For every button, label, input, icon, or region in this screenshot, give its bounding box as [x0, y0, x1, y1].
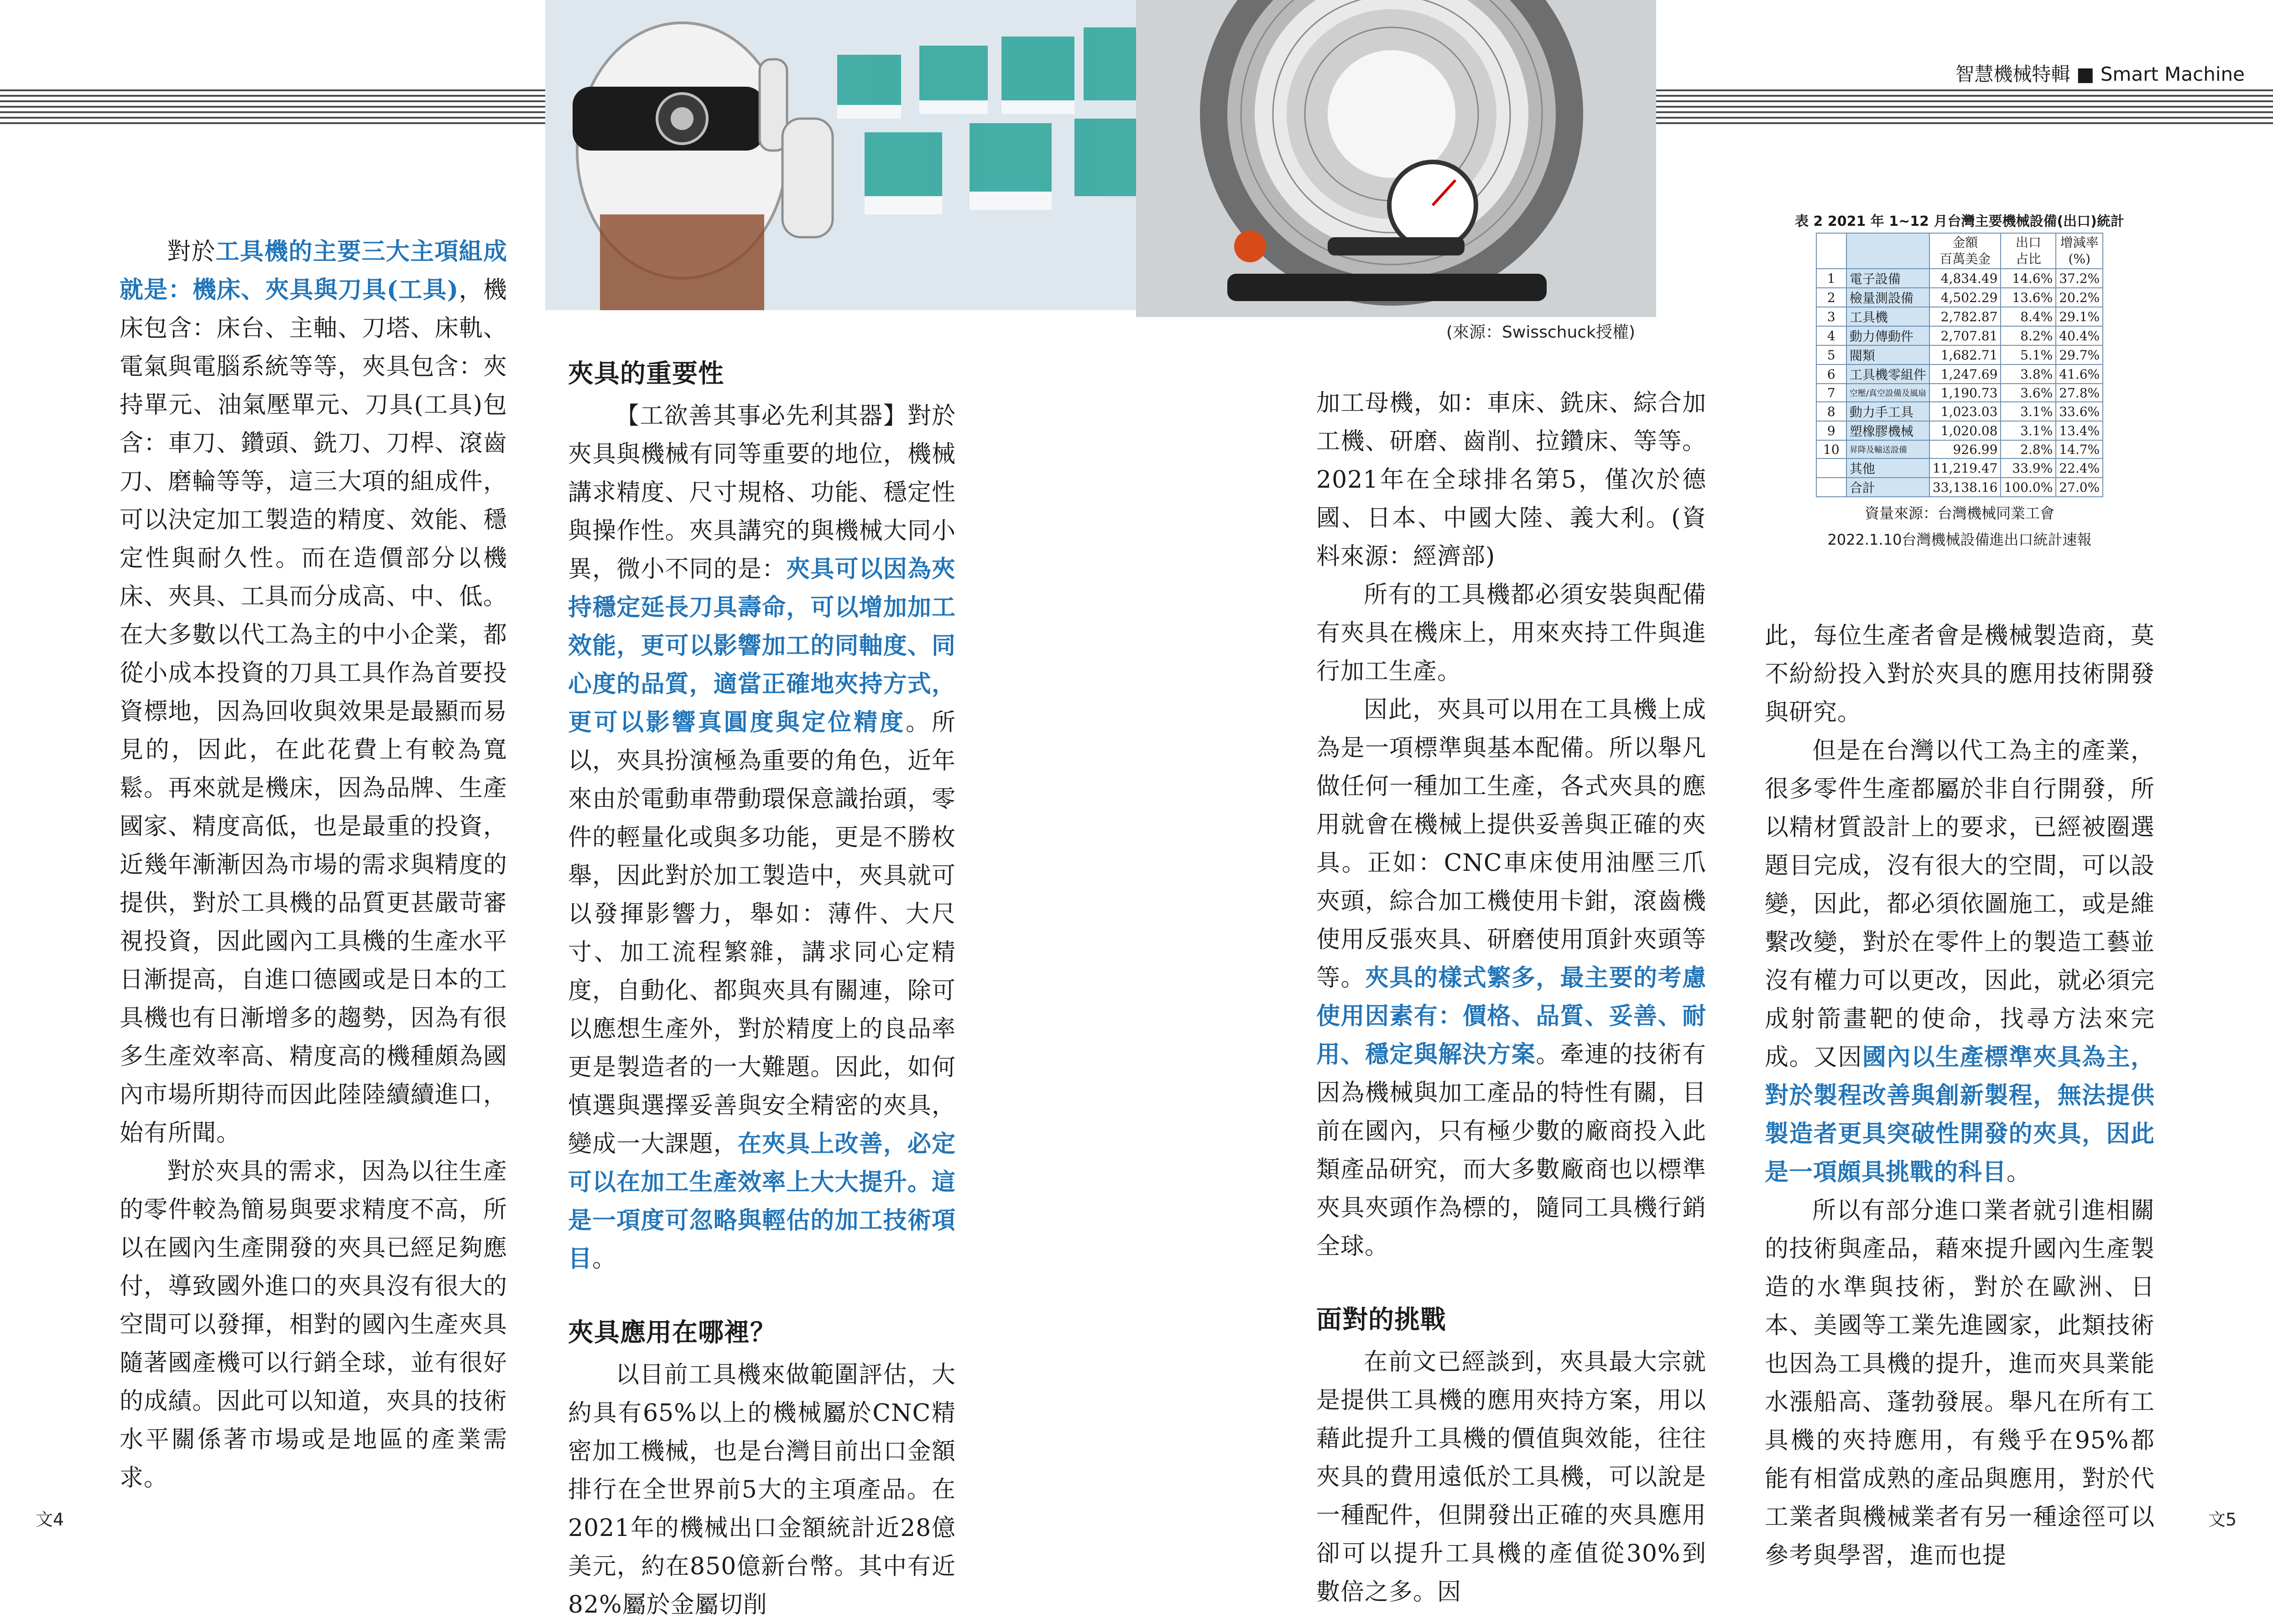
- section-heading-application: 夾具應用在哪裡？: [568, 1318, 776, 1348]
- table-row: 3 工具機 2,782.87 8.4% 29.1%: [1816, 307, 2103, 326]
- header-amount: 金額 百萬美金: [1929, 233, 2001, 269]
- table-row: 5 閥類 1,682.71 5.1% 29.7%: [1816, 345, 2103, 364]
- chuck-caption: (來源：Swisschuck授權): [1446, 323, 1635, 342]
- column-2: [568, 351, 956, 1624]
- column-3: [1316, 384, 1706, 1611]
- section-heading-importance: 夾具的重要性: [568, 359, 724, 389]
- col4-paragraph-2: 所以有部分進口業者就引進相關的技術與產品，藉來提升國內生產製造的水準與技術，對於在歐洲、日本、美國等工業先進國家，此類技術也因為工具機的提升，進而夾具業能水漲船高、蓬勃發展。舉凡在所有工具機的夾持應用，有幾乎在95%都能有相當成熟的產品與應用，對於代工業者與機械業者有另一種途徑可以參考與學習，進而也提: [1765, 1197, 2155, 1569]
- page-number-left: 文4: [36, 1509, 64, 1530]
- col2-paragraph-2: 以目前工具機來做範圍評估，大約具有65%以上的機械屬於CNC精密加工機械，也是台灣目前出口金額排行在全世界前5大的主項產品。在2021年的機械出口金額統計近28億美元，約在850億新台幣。其中有近82%屬於金屬切削: [568, 1361, 956, 1619]
- running-head: 智慧機械特輯 ■ Smart Machine: [1955, 63, 2245, 85]
- table-row: 6 工具機零組件 1,247.69 3.8% 41.6%: [1816, 364, 2103, 384]
- robot-image: [545, 0, 1136, 310]
- header-stripes-middle: [1656, 89, 2273, 124]
- table-row: 1 電子設備 4,834.49 14.6% 37.2%: [1816, 269, 2103, 288]
- col4-paragraph-1: 但是在台灣以代工為主的產業，很多零件生產都屬於非自行開發，所以精材質設計上的要求，已經被圈選題目完成，沒有很大的空間，可以設變，因此，都必須依圖施工，或是維繫改變，對於在零件上的製造工藝並沒有權力可以更改，因此，就必須完成射箭畫靶的使命，找尋方法來完成。又因國內以生產標準夾具為主，對於製程改善與創新製程，無法提供製造者更具突破性開發的夾具，因此是一項頗具挑戰的科目。: [1765, 737, 2155, 1186]
- column-4: [1765, 617, 2155, 1575]
- col4-paragraph-0: 此，每位生產者會是機械製造商，莫不紛紛投入對於夾具的應用技術開發與研究。: [1765, 622, 2155, 726]
- table-row: 4 動力傳動件 2,707.81 8.2% 40.4%: [1816, 326, 2103, 345]
- section-heading-challenges: 面對的挑戰: [1316, 1305, 1446, 1335]
- col3-paragraph-2: 因此，夾具可以用在工具機上成為是一項標準與基本配備。所以舉凡做任何一種加工生產，各式夾具的應用就會在機械上提供妥善與正確的夾具。正如：CNC車床使用油壓三爪夾頭，綜合加工機使用卡鉗，滾齒機使用反張夾具、研磨使用頂針夾頭等等。夾具的樣式繁多，最主要的考慮使用因素有：價格、品質、妥善、耐用、穩定與解決方案。牽連的技術有因為機械與加工產品的特性有關，目前在國內，只有極少數的廠商投入此類產品研究，而大多數廠商也以標準夾具夾頭作為標的，隨同工具機行銷全球。: [1316, 696, 1706, 1260]
- table-row: 10 昇降及輸送設備 926.99 2.8% 14.7%: [1816, 440, 2103, 458]
- table-row: 8 動力手工具 1,023.03 3.1% 33.6%: [1816, 402, 2103, 421]
- col2-paragraph-1: 【工欲善其事必先利其器】對於夾具與機械有同等重要的地位，機械講求精度、尺寸規格、功能、穩定性與操作性。夾具講究的與機械大同小異，微小不同的是：夾具可以因為夾持穩定延長刀具壽命，可以增加加工效能，更可以影響加工的同軸度、同心度的品質，適當正確地夾持方式，更可以影響真圓度與定位精度。所以，夾具扮演極為重要的角色，近年來由於電動車帶動環保意識抬頭，零件的輕量化或與多功能，更是不勝枚舉，因此對於加工製造中，夾具就可以發揮影響力，舉如：薄件、大尺寸、加工流程繁雜，講求同心定精度，自動化、都與夾具有關連，除可以應想生產外，對於精度上的良品率更是製造者的一大難題。因此，如何慎選與選擇妥善與安全精密的夾具，變成一大課題，在夾具上改善，必定可以在加工生產效率上大大提升。這是一項度可忽略與輕估的加工技術項目。: [568, 402, 956, 1273]
- table-header-row: [1816, 233, 2103, 269]
- chuck-gauge-icon: [1136, 0, 1656, 317]
- table-row: 7 空壓/真空設備及風扇 1,190.73 3.6% 27.8%: [1816, 384, 2103, 402]
- column-1: [120, 233, 507, 1497]
- col1-paragraph-1: 對於工具機的主要三大主項組成就是：機床、夾具與刀具(工具)，機床包含：床台、主軸、刀塔、床軌、電氣與電腦系統等等，夾具包含：夾持單元、油氣壓單元、刀具(工具)包含：車刀、鑽頭、銑刀、刀桿、滾齒刀、磨輪等等，這三大項的組成件，可以決定加工製造的精度、效能、穩定性與耐久性。而在造價部分以機床、夾具、工具而分成高、中、低。在大多數以代工為主的中小企業，都從小成本投資的刀具工具作為首要投資標地，因為回收與效果是最顯而易見的，因此，在此花費上有較為寬鬆。再來就是機床，因為品牌、生產國家、精度高低，也是最重的投資，近幾年漸漸因為市場的需求與精度的提供，對於工具機的品質更甚嚴苛審視投資，因此國內工具機的生產水平日漸提高，自進口德國或是日本的工具機也有日漸增多的趨勢，因為有很多生產效率高、精度高的機種頗為國內市場所期待而因此陸陸續續進口，始有所聞。: [120, 238, 507, 1147]
- header-stripes-left: [0, 89, 545, 124]
- chuck-image: [1136, 0, 1656, 317]
- export-stats-table: [1816, 233, 2103, 497]
- header-share: 出口 占比: [2001, 233, 2056, 269]
- header-growth: 增減率 (%): [2056, 233, 2103, 269]
- table-row-other: 其他 11,219.47 33.9% 22.4%: [1816, 458, 2103, 478]
- table-title: 表 2 2021 年 1~12 月台灣主要機械設備(出口)統計: [1795, 213, 2124, 229]
- table-source-line-2: 2022.1.10台灣機械設備進出口統計速報: [1827, 531, 2092, 548]
- page-number-right: 文5: [2208, 1509, 2237, 1530]
- table-source-line-1: 資量來源：台灣機械同業工會: [1864, 505, 2054, 522]
- robot-vr-icon: [545, 0, 1136, 310]
- col1-paragraph-2: 對於夾具的需求，因為以往生產的零件較為簡易與要求精度不高，所以在國內生產開發的夾具已經足夠應付，導致國外進口的夾具沒有很大的空間可以發揮，相對的國內生產夾具隨著國產機可以行銷全球，並有很好的成績。因此可以知道，夾具的技術水平關係著市場或是地區的產業需求。: [120, 1158, 507, 1492]
- col3-paragraph-0: 加工母機，如：車床、銑床、綜合加工機、研磨、齒削、拉鑽床、等等。2021年在全球排名第5，僅次於德國、日本、中國大陸、義大利。(資料來源：經濟部): [1316, 390, 1706, 570]
- col3-paragraph-1: 所有的工具機都必須安裝與配備有夾具在機床上，用來夾持工件與進行加工生產。: [1316, 581, 1706, 685]
- table-row: 9 塑橡膠機械 1,020.08 3.1% 13.4%: [1816, 421, 2103, 440]
- table-row-total: 合計 33,138.16 100.0% 27.0%: [1816, 478, 2103, 497]
- export-stats-table-block: [1761, 210, 2158, 553]
- col3-paragraph-3: 在前文已經談到，夾具最大宗就是提供工具機的應用夾持方案，用以藉此提升工具機的價值與效能，往往夾具的費用遠低於工具機，可以說是一種配件，但開發出正確的夾具應用卻可以提升工具機的產值從30%到數倍之多。因: [1316, 1348, 1706, 1606]
- table-row: 2 檢量測設備 4,502.29 13.6% 20.2%: [1816, 288, 2103, 307]
